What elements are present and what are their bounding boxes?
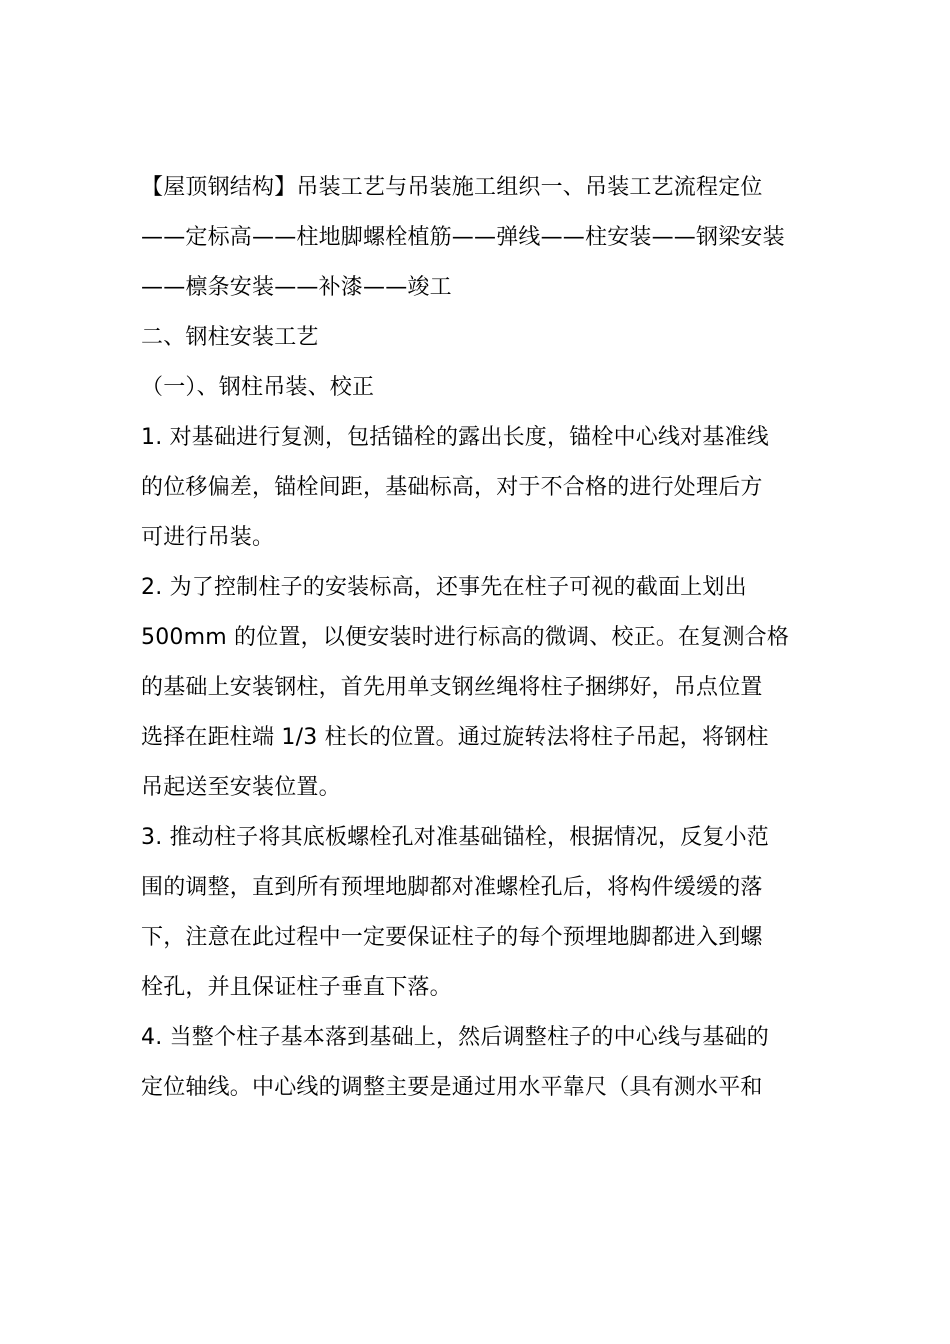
text-line: 下，注意在此过程中一定要保证柱子的每个预埋地脚都进入到螺 — [141, 925, 763, 950]
text-line: ——檩条安装——补漆——竣工 — [141, 275, 452, 300]
text-line: 选择在距柱端 1/3 柱长的位置。通过旋转法将柱子吊起，将钢柱 — [141, 725, 769, 750]
text-line: 围的调整，直到所有预埋地脚都对准螺栓孔后，将构件缓缓的落 — [141, 875, 763, 900]
text-line: 的位移偏差，锚栓间距，基础标高，对于不合格的进行处理后方 — [141, 475, 763, 500]
text-line: 2. 为了控制柱子的安装标高，还事先在柱子可视的截面上划出 — [141, 575, 747, 600]
section-heading: 二、钢柱安装工艺 — [141, 325, 319, 350]
subsection-heading: （一）、钢柱吊装、校正 — [141, 375, 375, 400]
text-line: ——定标高——柱地脚螺栓植筋——弹线——柱安装——钢梁安装 — [141, 225, 785, 250]
text-line: 的基础上安装钢柱，首先用单支钢丝绳将柱子捆绑好，吊点位置 — [141, 675, 763, 700]
text-line: 1. 对基础进行复测，包括锚栓的露出长度，锚栓中心线对基准线 — [141, 425, 769, 450]
text-line: 4. 当整个柱子基本落到基础上，然后调整柱子的中心线与基础的 — [141, 1025, 769, 1050]
text-line: 3. 推动柱子将其底板螺栓孔对准基础锚栓，根据情况，反复小范 — [141, 825, 769, 850]
text-line: 吊起送至安装位置。 — [141, 775, 341, 800]
text-line: 栓孔，并且保证柱子垂直下落。 — [141, 975, 452, 1000]
text-line: 定位轴线。中心线的调整主要是通过用水平靠尺（具有测水平和 — [141, 1075, 763, 1100]
text-line: 【屋顶钢结构】吊装工艺与吊装施工组织一、吊装工艺流程定位 — [141, 175, 763, 200]
text-line: 500mm 的位置，以便安装时进行标高的微调、校正。在复测合格 — [141, 625, 790, 650]
text-line: 可进行吊装。 — [141, 525, 275, 550]
document-body — [141, 163, 813, 1113]
